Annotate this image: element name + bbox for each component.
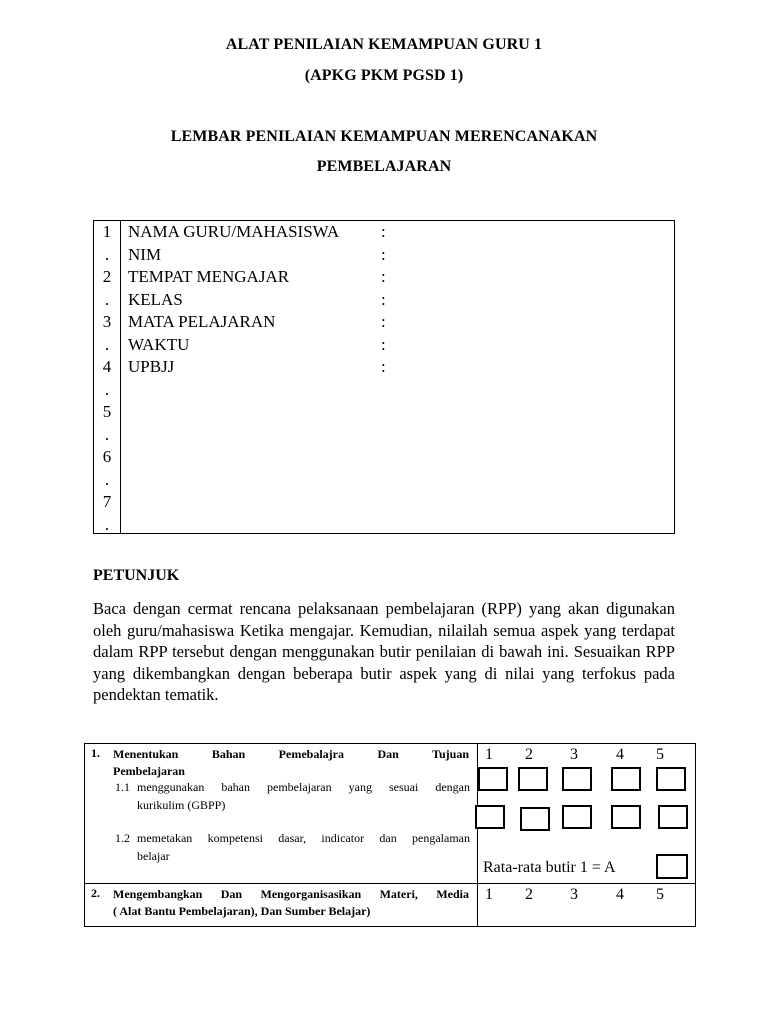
field-label-nim: NIM (128, 244, 162, 264)
evaluation-table (84, 743, 696, 927)
score-box-item-1-2-1[interactable] (475, 805, 505, 829)
scale-3: 3 (570, 746, 578, 763)
average-a-box[interactable] (656, 854, 688, 879)
score-box-item-1-2-2[interactable] (520, 807, 550, 831)
field-colon: : (381, 222, 386, 241)
identity-number-column (94, 221, 121, 533)
section-1-title-cont: Pembelajaran (113, 764, 185, 778)
row-divider (85, 883, 695, 884)
identity-number: . (104, 514, 110, 534)
field-colon: : (381, 267, 386, 286)
identity-number: 5 (102, 402, 112, 421)
average-label: Rata-rata butir 1 = A (483, 859, 616, 876)
section-2-title: Mengembangkan Dan Mengorganisasikan Materi, Media (113, 887, 469, 901)
identity-table (93, 220, 675, 534)
field-label-upbjj: UPBJJ (128, 357, 175, 376)
field-colon: : (381, 357, 386, 376)
scale-1: 1 (485, 886, 493, 903)
identity-number: . (104, 424, 110, 444)
identity-number: 6 (102, 447, 112, 466)
score-box-item-1-1-3[interactable] (562, 767, 592, 791)
scale-2: 2 (525, 746, 533, 763)
item-1-1-number: 1.1 (115, 780, 130, 794)
section-2-title-cont: ( Alat Bantu Pembelajaran), Dan Sumber Belajar) (113, 904, 371, 918)
identity-number: . (104, 289, 110, 309)
field-colon: : (381, 312, 386, 331)
field-label-nama: NAMA GURU/MAHASISWA (128, 222, 340, 241)
item-1-1-text-cont: kurikulim (GBPP) (137, 798, 226, 812)
scale-2: 2 (525, 886, 533, 903)
item-1-2-number: 1.2 (115, 831, 130, 845)
section-2-number: 2. (91, 886, 100, 900)
identity-number: 3 (102, 312, 112, 331)
identity-number: . (104, 334, 110, 354)
identity-number: . (104, 379, 110, 399)
identity-number: 1 (102, 222, 112, 241)
item-1-2-text-cont: belajar (137, 849, 170, 863)
score-box-item-1-1-1[interactable] (478, 767, 508, 791)
field-colon: : (381, 289, 386, 309)
score-box-item-1-1-2[interactable] (518, 767, 548, 791)
sheet-title-line2: PEMBELAJARAN (316, 158, 452, 175)
identity-number: . (104, 469, 110, 489)
sheet-title-line1: LEMBAR PENILAIAN KEMAMPUAN MERENCANAKAN (170, 128, 598, 145)
field-label-waktu: WAKTU (128, 334, 190, 354)
field-colon: : (381, 244, 386, 264)
score-box-item-1-2-3[interactable] (562, 805, 592, 829)
field-colon: : (381, 334, 386, 354)
field-label-mata-pelajaran: MATA PELAJARAN (128, 312, 276, 331)
score-box-item-1-2-5[interactable] (658, 805, 688, 829)
instructions-text: Baca dengan cermat rencana pelaksanaan pembelajaran (RPP) yang akan digunakan oleh guru/mahasiswa Ketika mengajar. Kemudian, nilailah semua aspek yang terdapat dalam RPP tersebut dengan menggunakan butir penilaian di bawah ini. Sesuaikan RPP yang dikembangkan dengan beberapa butir aspek yang di nilai yang terfokus pada pendektan tematik. (93, 599, 675, 704)
scale-4: 4 (616, 746, 624, 763)
identity-number: . (104, 244, 110, 264)
section-1-number: 1. (91, 746, 100, 760)
identity-number: 7 (102, 492, 112, 511)
document-title: ALAT PENILAIAN KEMAMPUAN GURU 1 (225, 36, 543, 53)
identity-number: 2 (102, 267, 112, 286)
scale-5: 5 (656, 746, 664, 763)
item-1-1-text: menggunakan bahan pembelajaran yang sesuai dengan (137, 780, 470, 794)
item-1-2-text: memetakan kompetensi dasar, indicator dan pengalaman (137, 831, 470, 845)
field-label-tempat-mengajar: TEMPAT MENGAJAR (128, 267, 290, 286)
field-label-kelas: KELAS (128, 289, 183, 309)
score-box-item-1-1-4[interactable] (611, 767, 641, 791)
score-box-item-1-1-5[interactable] (656, 767, 686, 791)
score-box-item-1-2-4[interactable] (611, 805, 641, 829)
scale-4: 4 (616, 886, 624, 903)
scale-3: 3 (570, 886, 578, 903)
section-1-title: Menentukan Bahan Pemebalajra Dan Tujuan (113, 747, 469, 761)
scale-5: 5 (656, 886, 664, 903)
instructions-heading: PETUNJUK (93, 567, 180, 584)
identity-number: 4 (102, 357, 112, 376)
document-subtitle: (APKG PKM PGSD 1) (304, 67, 464, 84)
scale-1: 1 (485, 746, 493, 763)
